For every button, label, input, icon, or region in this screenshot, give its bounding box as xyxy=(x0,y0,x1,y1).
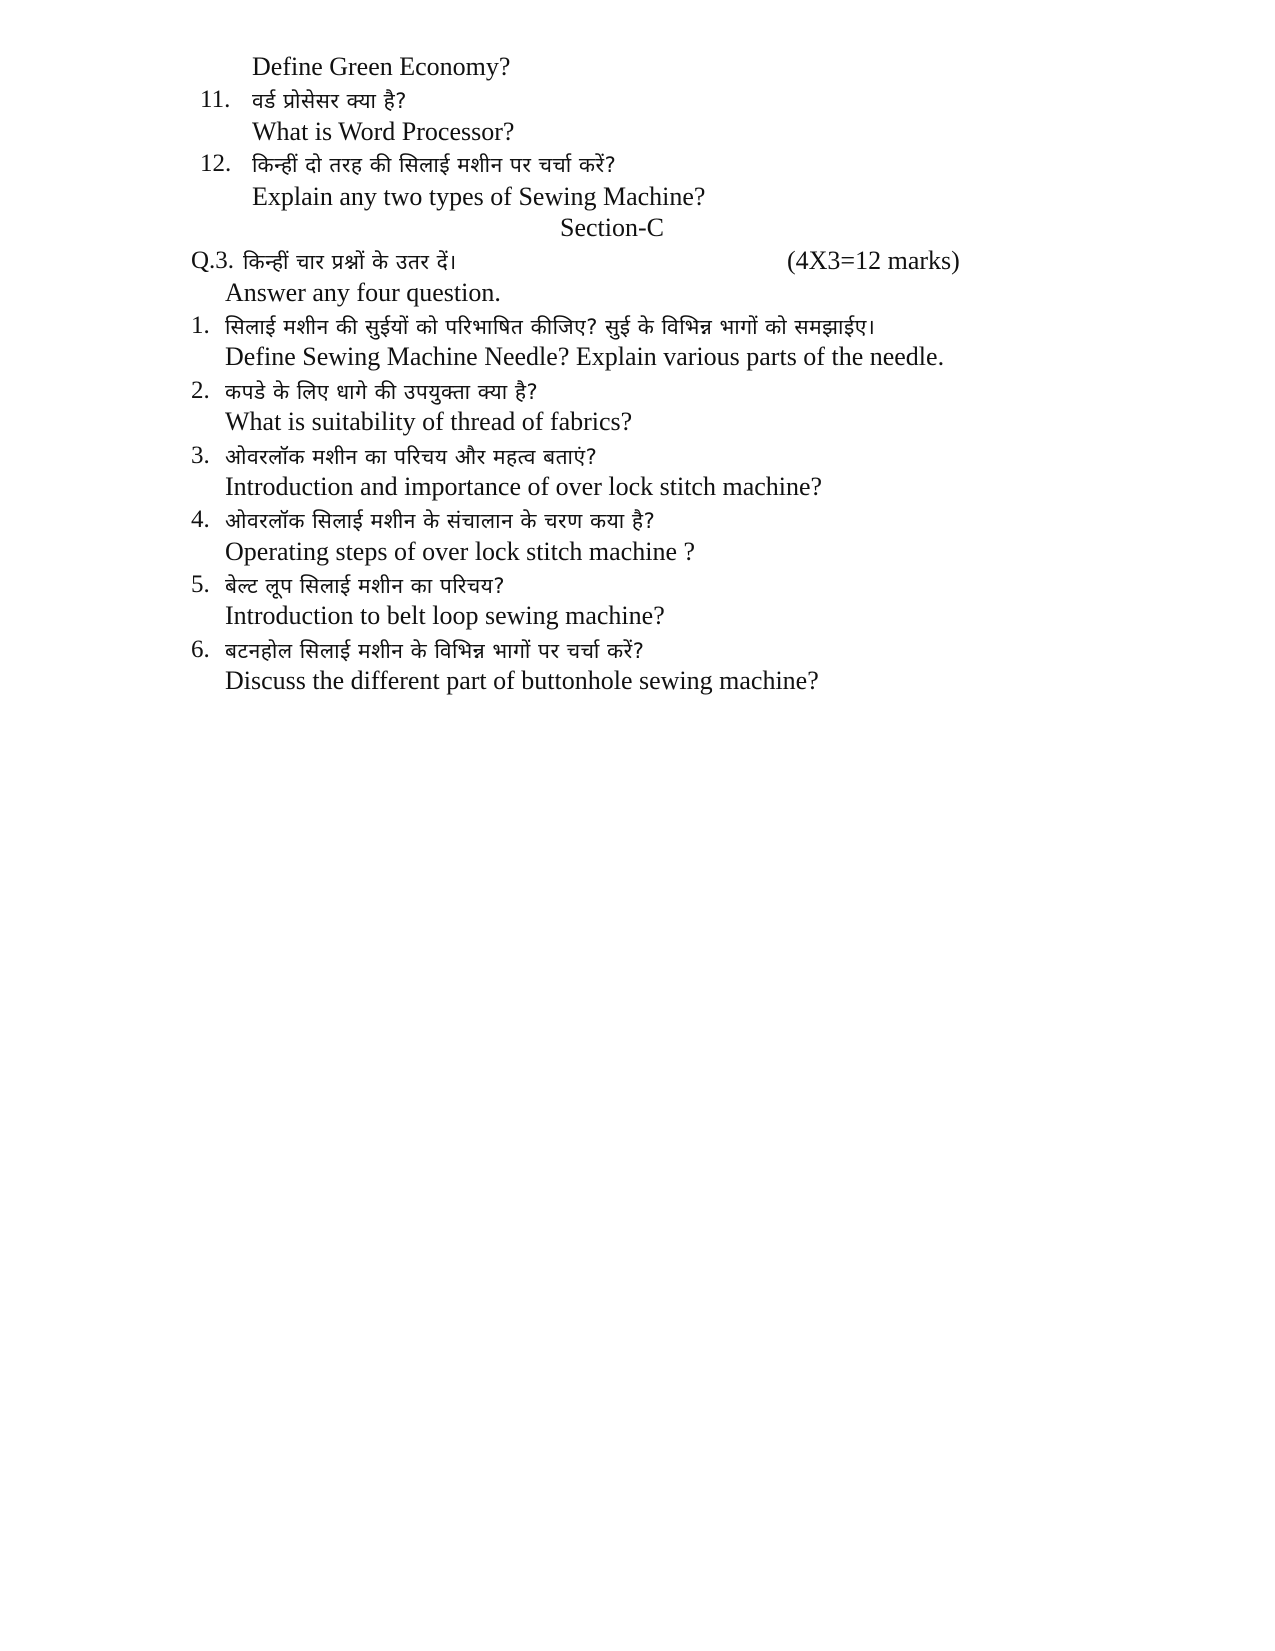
question-english: Introduction to belt loop sewing machine? xyxy=(225,601,665,630)
question-number: 5. xyxy=(191,571,210,598)
question-hindi: कपडे के लिए धागे की उपयुक्ता क्या है? xyxy=(225,380,539,404)
question-number: 2. xyxy=(191,377,210,404)
question-hindi: ओवरलॉक मशीन का परिचय और महत्व बताएं? xyxy=(225,445,598,469)
q3-instruction-hindi: किन्हीं चार प्रश्नों के उतर दें। xyxy=(243,250,457,274)
question-hindi: सिलाई मशीन की सुईयों को परिभाषित कीजिए? सुई के विभिन्न भागों को समझाईए। xyxy=(225,315,876,339)
q12-hindi: किन्हीं दो तरह की सिलाई मशीन पर चर्चा करें? xyxy=(252,153,617,177)
question-number: 3. xyxy=(191,442,210,469)
question-english: What is suitability of thread of fabrics? xyxy=(225,407,633,436)
q11-hindi: वर्ड प्रोसेसर क्या है? xyxy=(252,89,407,113)
question-number: 1. xyxy=(191,312,210,339)
q12-english: Explain any two types of Sewing Machine? xyxy=(252,182,706,211)
question-english: Operating steps of over lock stitch machine ? xyxy=(225,537,696,566)
question-hindi: बेल्ट लूप सिलाई मशीन का परिचय? xyxy=(225,574,506,598)
question-hindi: बटनहोल सिलाई मशीन के विभिन्न भागों पर चर्चा करें? xyxy=(225,639,645,663)
q10-english: Define Green Economy? xyxy=(252,52,511,81)
q12-number: 12. xyxy=(200,150,232,177)
q11-english: What is Word Processor? xyxy=(252,117,515,146)
question-english: Define Sewing Machine Needle? Explain various parts of the needle. xyxy=(225,342,945,371)
question-english: Discuss the different part of buttonhole sewing machine? xyxy=(225,666,819,695)
question-english: Introduction and importance of over lock stitch machine? xyxy=(225,472,823,501)
q11-number: 11. xyxy=(200,86,231,113)
question-number: 6. xyxy=(191,636,210,663)
question-number: 4. xyxy=(191,506,210,533)
marks-label: (4X3=12 marks) xyxy=(787,246,960,275)
question-hindi: ओवरलॉक सिलाई मशीन के संचालान के चरण कया है? xyxy=(225,509,656,533)
section-title: Section-C xyxy=(560,213,664,242)
q3-instruction-english: Answer any four question. xyxy=(225,278,501,307)
q3-label: Q.3. xyxy=(191,247,235,274)
